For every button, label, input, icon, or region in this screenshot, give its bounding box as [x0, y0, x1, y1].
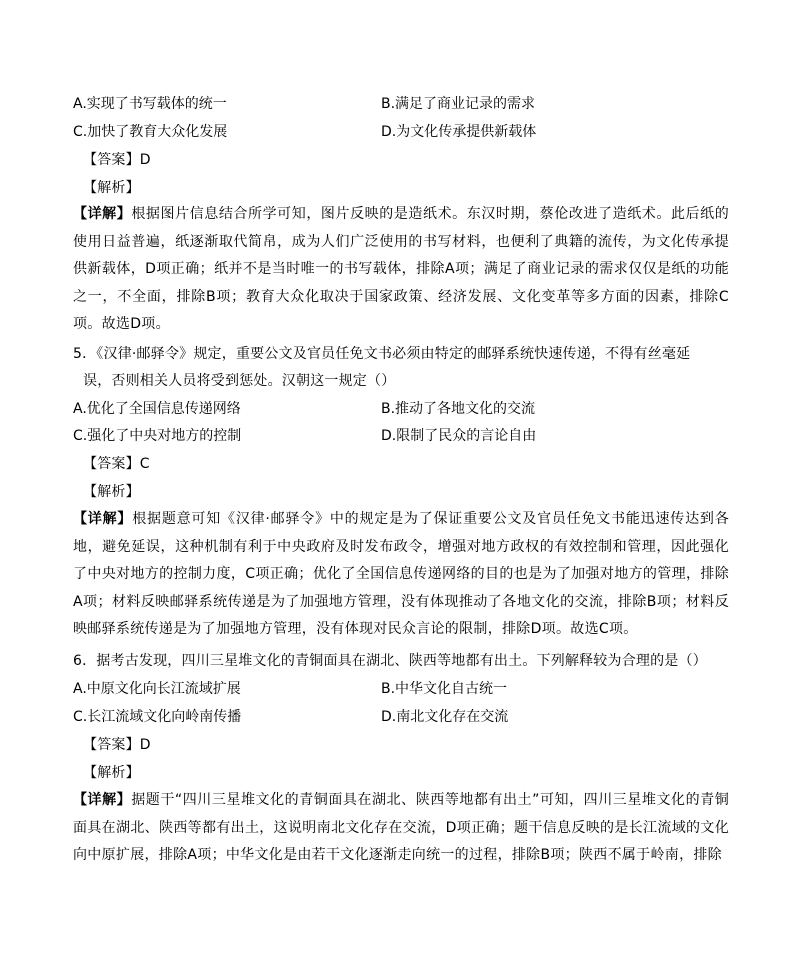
q4-option-a: A.实现了书写载体的统一 — [73, 96, 227, 112]
q5-option-b: B.推动了各地文化的交流 — [381, 401, 536, 417]
q6-option-row-1 — [73, 679, 723, 699]
q5-option-row-2 — [73, 426, 723, 446]
q4-detail-tag: 【详解】 — [73, 206, 132, 222]
q4-detail-text: 根据图片信息结合所学可知，图片反映的是造纸术。东汉时期，蔡伦改进了造纸术。此后纸的使用日益普遍，纸逐渐取代简帛，成为人们广泛使用的书写材料，也便利了典籍的流传，为文化传承提供新载体，D项正确；纸并不是当时唯一的书写载体，排除A项；满足了商业记录的需求仅仅是纸的功能之一，不全面，排除B项；教育大众化取决于国家政策、经济发展、文化变革等多方面的因素，排除C项。故选D项。 — [73, 206, 729, 332]
q4-option-row-1 — [73, 94, 723, 114]
q6-answer: 【答案】D — [83, 737, 151, 753]
q5-option-a: A.优化了全国信息传递网络 — [73, 401, 241, 417]
q4-option-d: D.为文化传承提供新载体 — [381, 124, 537, 140]
q4-option-c: C.加快了教育大众化发展 — [73, 124, 228, 140]
q5-option-c: C.强化了中央对地方的控制 — [73, 428, 242, 444]
q6-option-a: A.中原文化向长江流域扩展 — [73, 681, 241, 697]
q5-option-d: D.限制了民众的言论自由 — [381, 428, 537, 444]
q6-option-row-2 — [73, 707, 723, 727]
q6-detail-text: 据题干“四川三星堆文化的青铜面具在湖北、陕西等地都有出土”可知，四川三星堆文化的青铜面具在湖北、陕西等都有出土，这说明南北文化存在交流，D项正确；题干信息反映的是长江流域的文化向中原扩展，排除A项；中华文化是由若干文化逐渐走向统一的过程，排除B项；陕西不属于岭南，排除 — [73, 792, 730, 863]
q4-option-row-2 — [73, 122, 723, 142]
q5-detail-text: 根据题意可知《汉律·邮驿令》中的规定是为了保证重要公文及官员任免文书能迅速传达到各地，避免延误，这种机制有利于中央政府及时发布政令，增强对地方政权的有效控制和管理，因此强化了中央对地方的控制力度，C项正确；优化了全国信息传递网络的目的也是为了加强对地方的管理，排除A项；材料反映邮驿系统传递是为了加强地方管理，没有体现推动了各地文化的交流，排除B项；材料反映邮驿系统传递是为了加强地方管理，没有体现对民众言论的限制，排除D项。故选C项。 — [73, 511, 730, 637]
q5-analysis-label: 【解析】 — [83, 484, 140, 500]
q5-stem-line-2: 误，否则相关人员将受到惩处。汉朝这一规定（） — [83, 373, 396, 389]
q6-option-b: B.中华文化自古统一 — [381, 681, 508, 697]
q6-stem: 6．据考古发现，四川三星堆文化的青铜面具在湖北、陕西等地都有出土。下列解释较为合理的是（） — [73, 653, 707, 669]
q5-stem-line-1: 5．《汉律·邮驿令》规定，重要公文及官员任免文书必须由特定的邮驿系统快速传递，不得有丝毫延 — [73, 346, 691, 362]
q5-detail — [73, 506, 729, 644]
q5-answer: 【答案】C — [83, 456, 150, 472]
q6-detail-tag: 【详解】 — [73, 792, 132, 808]
q6-option-d: D.南北文化存在交流 — [381, 709, 509, 725]
q6-analysis-label: 【解析】 — [83, 765, 140, 781]
q5-option-row-1 — [73, 399, 723, 419]
q4-detail — [73, 201, 729, 339]
q4-analysis-label: 【解析】 — [83, 180, 140, 196]
q4-answer: 【答案】D — [83, 152, 151, 168]
q6-option-c: C.长江流域文化向岭南传播 — [73, 709, 242, 725]
q4-option-b: B.满足了商业记录的需求 — [381, 96, 536, 112]
q6-detail — [73, 787, 729, 870]
q5-detail-tag: 【详解】 — [73, 511, 133, 527]
